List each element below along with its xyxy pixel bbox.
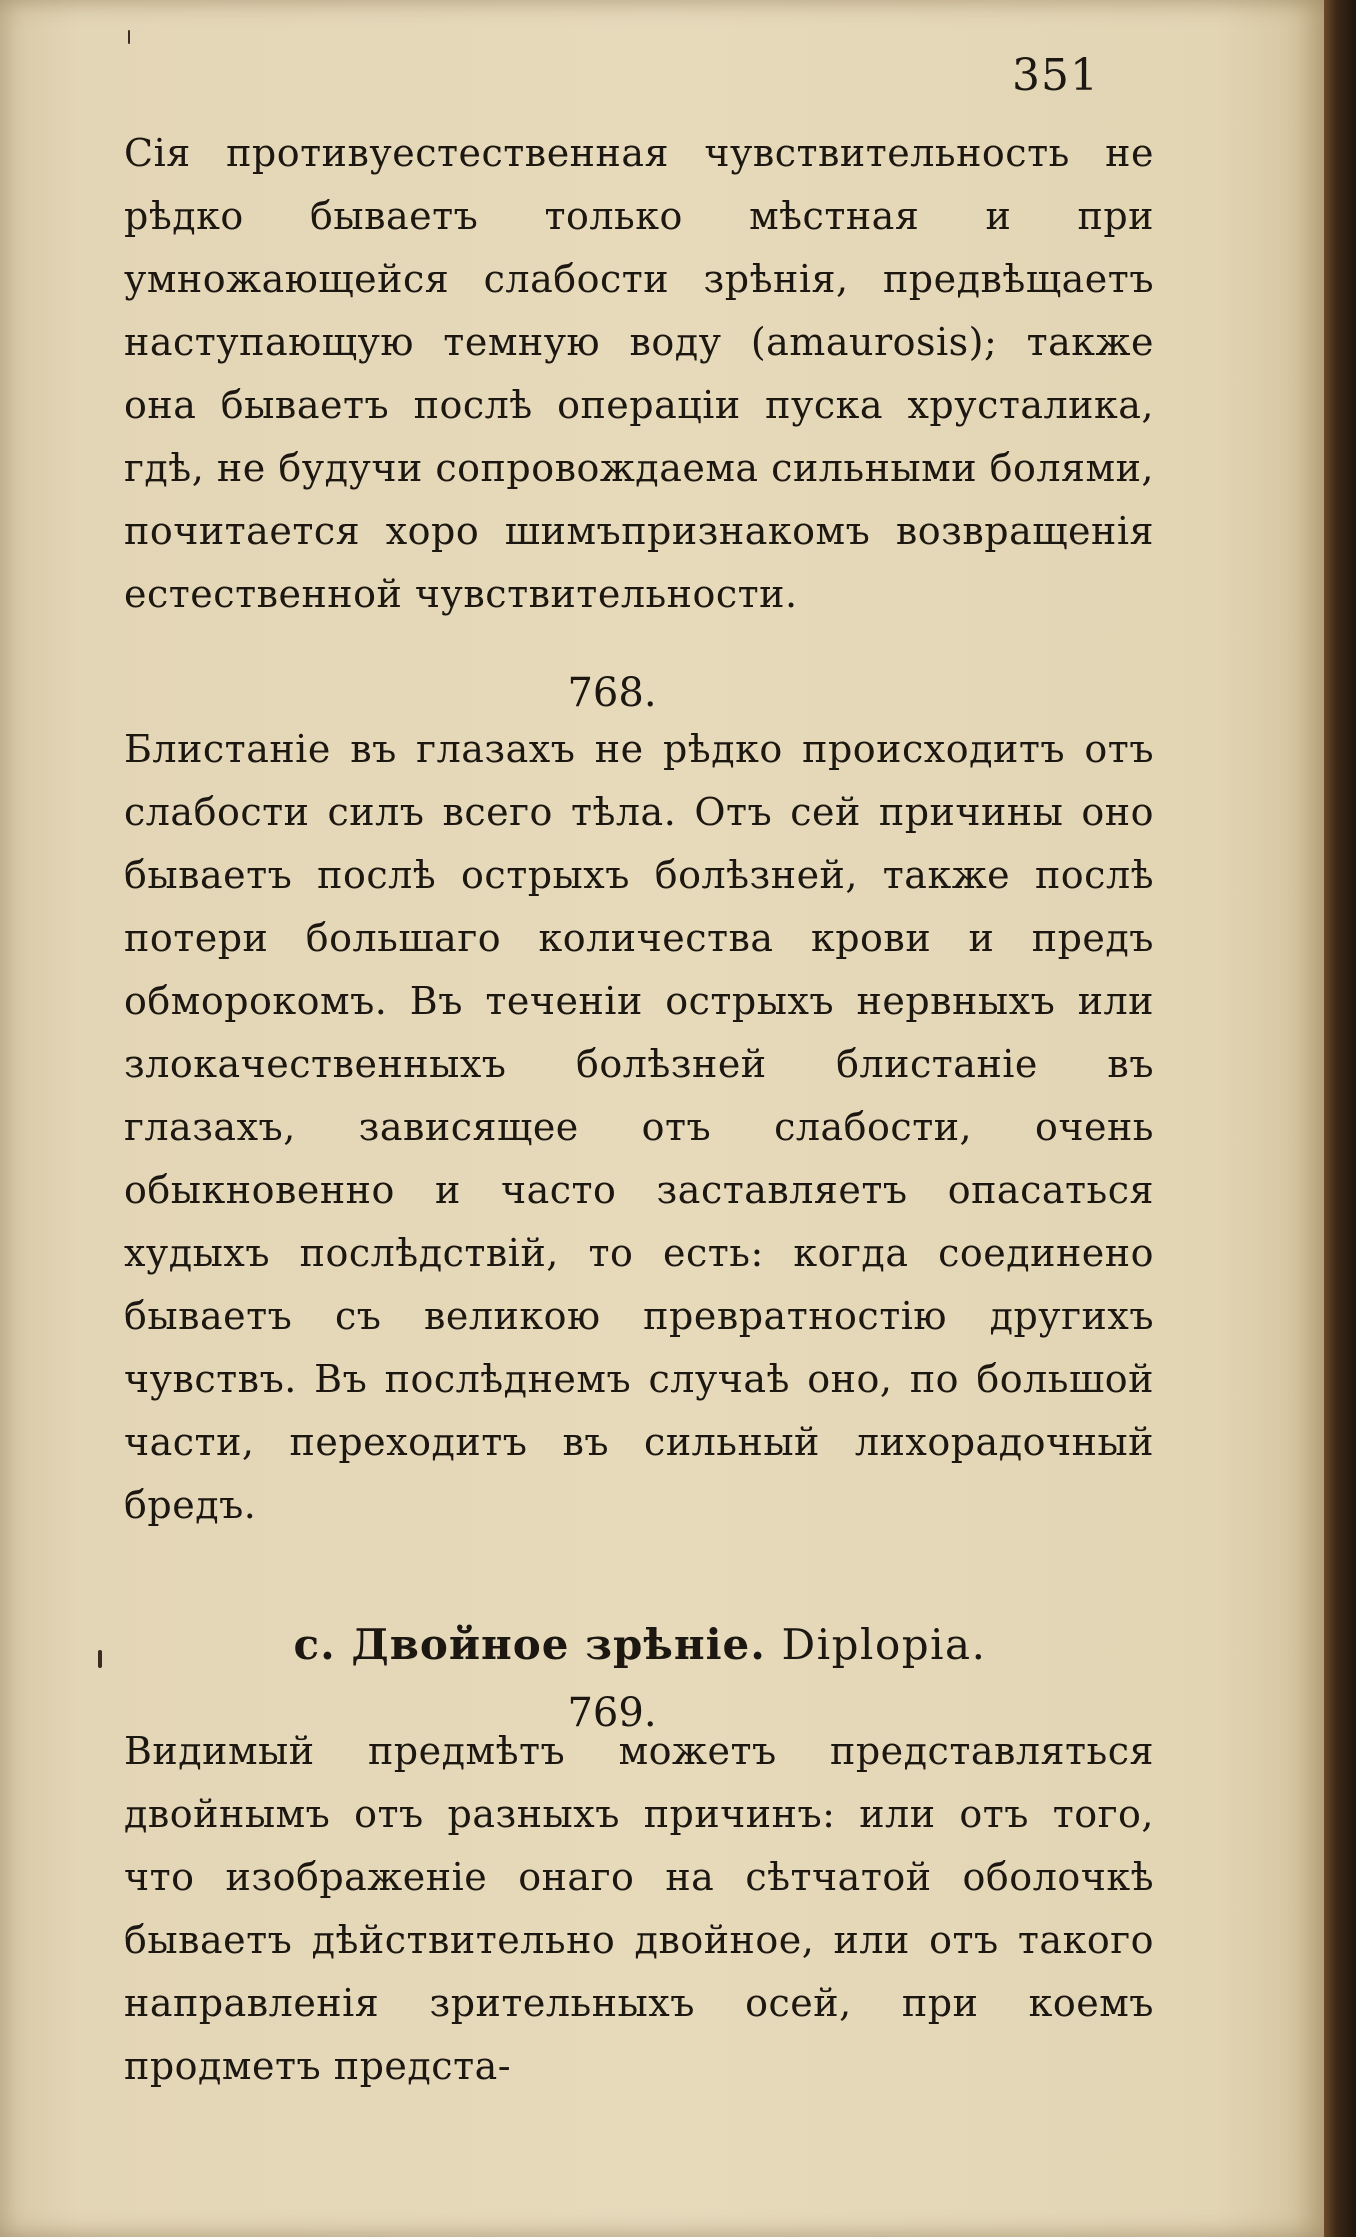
- section-heading: [210, 1620, 1070, 1669]
- ink-speck: [98, 1650, 102, 1668]
- section-number: 769.: [567, 1690, 657, 1736]
- paragraph: Блистаніе въ глазахъ не рѣдко происходитъ отъ слабости силъ всего тѣла. Отъ сей причины оно бываетъ послѣ острыхъ болѣзней, также послѣ потери большаго количества крови и предъ обморокомъ. Въ теченіи острыхъ нервныхъ или злокачественныхъ болѣзней блистаніе въ глазахъ, зависящее отъ слабости, очень обыкновенно и часто заставляетъ опасаться худыхъ послѣдствій, то есть: когда соединено бываетъ съ великою превратностію другихъ чувствъ. Въ послѣднемъ случаѣ оно, по большой части, переходитъ въ сильный лихорадочный бредъ.: [124, 727, 1154, 1527]
- section-heading-title: c. Двойное зрѣніе.: [293, 1620, 766, 1669]
- section-heading-latin: Diplopia.: [781, 1620, 987, 1669]
- ink-speck: [128, 30, 130, 44]
- paragraph: Сія противуестественная чувствительность не рѣдко бываетъ только мѣстная и при умножающейся слабости зрѣнія, предвѣщаетъ наступающую темную воду (amaurosis); также она бываетъ послѣ операціи пуска хрусталика, гдѣ, не будучи сопровождаема сильными болями, почитается хоро шимъпризнакомъ возвращенія естественной чувствительности.: [124, 131, 1154, 616]
- paragraph: Видимый предмѣтъ можетъ представляться двойнымъ отъ разныхъ причинъ: или отъ того, что изображеніе онаго на сѣтчатой оболочкѣ бываетъ дѣйствительно двойное, или отъ такого направленія зрительныхъ осей, при коемъ продметъ предста-: [124, 1729, 1154, 2088]
- book-binding-edge: [1324, 0, 1356, 2237]
- page-number: 351: [1012, 50, 1099, 101]
- section-number: 768.: [567, 670, 657, 716]
